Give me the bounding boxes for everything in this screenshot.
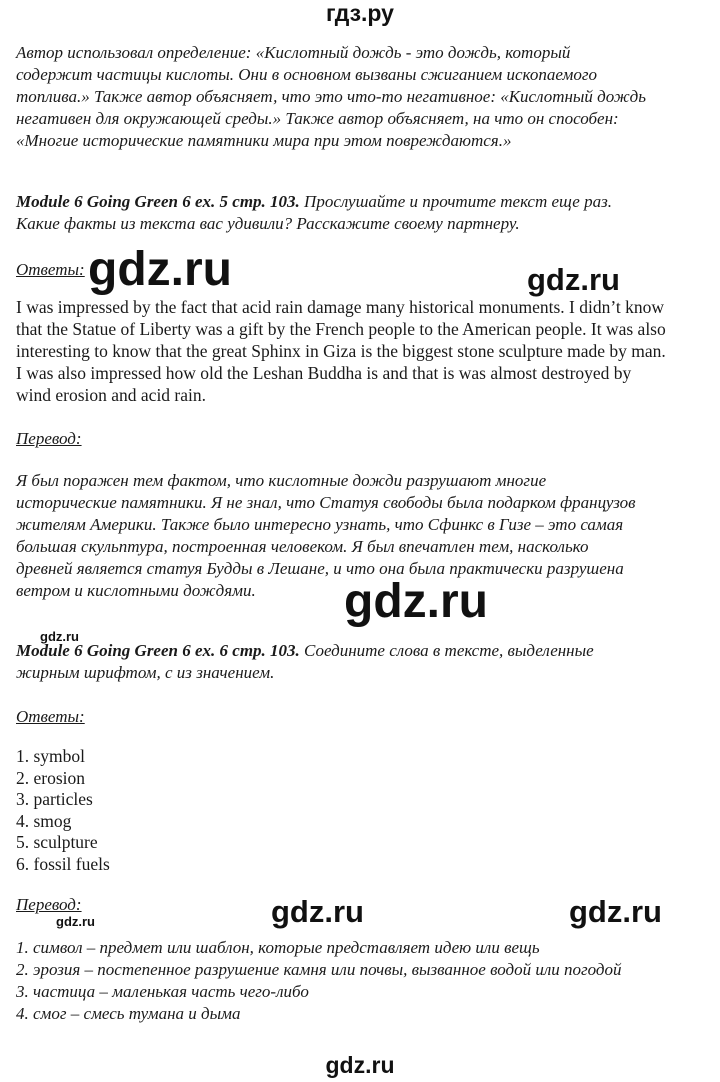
translation-line: большая скульптура, построенная человеком. Я был впечатлен тем, насколько (16, 537, 589, 556)
translation-line: ветром и кислотными дождями. (16, 581, 256, 600)
task6-heading-block (16, 640, 716, 684)
task5-answers-label: Ответы: (16, 260, 85, 279)
list-item: 2. эрозия – постепенное разрушение камня или почвы, вызванное водой или погодой (16, 960, 622, 979)
task6-instruction-2: жирным шрифтом, с из значением. (16, 663, 275, 682)
task6-instruction-1: Соедините слова в тексте, выделенные (299, 641, 594, 660)
answer-line: I was impressed by the fact that acid rain damage many historical monuments. I didn’t know (16, 297, 664, 317)
watermark: gdz.ru (88, 243, 232, 296)
watermark: gdz.ru (527, 262, 620, 297)
task5-instruction-1: Прослушайте и прочтите текст еще раз. (299, 192, 612, 211)
translation-line: жителям Америки. Также было интересно узнать, что Сфинкс в Гизе – это самая (16, 515, 624, 534)
intro-line: топлива.» Также автор объясняет, что это что-то негативное: «Кислотный дождь (16, 87, 646, 106)
translation-line: исторические памятники. Я не знал, что Статуя свободы была подарком французов (16, 493, 636, 512)
watermark: gdz.ru (569, 894, 662, 929)
list-item: 1. символ – предмет или шаблон, которые представляет идею или вещь (16, 938, 540, 957)
translation-line: Я был поражен тем фактом, что кислотные дожди разрушают многие (16, 471, 547, 490)
task5-heading: Module 6 Going Green 6 ex. 5 стр. 103. (16, 192, 300, 211)
task6-translation-label: Перевод: (16, 895, 82, 914)
task5-translation-label: Перевод: (16, 429, 82, 448)
intro-line: «Многие исторические памятники мира при этом повреждаются.» (16, 131, 512, 150)
watermark: gdz.ru (271, 894, 364, 929)
list-item: 3. частица – маленькая часть чего-либо (16, 982, 309, 1001)
list-item: 6. fossil fuels (16, 853, 110, 874)
task6-answers-label: Ответы: (16, 707, 85, 726)
list-item: 1. symbol (16, 746, 86, 766)
site-header: гдз.ру (326, 0, 394, 26)
task5-instruction-2: Какие факты из текста вас удивили? Расскажите своему партнеру. (16, 214, 520, 233)
answer-line: that the Statue of Liberty was a gift by the French people to the American people. It was also (16, 319, 666, 339)
list-item: 4. смог – смесь тумана и дыма (16, 1004, 241, 1023)
list-item: 3. particles (16, 789, 93, 809)
list-item: 5. sculpture (16, 832, 98, 852)
watermark: gdz.ru (344, 575, 488, 628)
task6-answer-list (16, 746, 716, 875)
task6-heading: Module 6 Going Green 6 ex. 6 стр. 103. (16, 641, 300, 660)
list-item: 2. erosion (16, 767, 86, 788)
intro-paragraph (16, 42, 716, 152)
answer-line: interesting to know that the great Sphinx in Giza is the biggest stone sculpture made by man. (16, 341, 666, 361)
answer-line: I was also impressed how old the Leshan Buddha is and that is was almost destroyed by (16, 363, 632, 383)
task5-answer-text (16, 296, 716, 406)
translation-line: древней является статуя Будды в Лешане, и что она была практически разрушена (16, 559, 624, 578)
task6-translation-list (16, 937, 716, 1025)
intro-line: Автор использовал определение: «Кислотный дождь - это дождь, который (16, 43, 571, 62)
intro-line: содержит частицы кислоты. Они в основном вызваны сжиганием ископаемого (16, 65, 597, 84)
site-footer: gdz.ru (325, 1052, 395, 1078)
task5-heading-block (16, 191, 716, 235)
answer-line: wind erosion and acid rain. (16, 385, 207, 405)
watermark: gdz.ru (40, 629, 79, 644)
watermark: gdz.ru (56, 914, 95, 929)
intro-line: негативен для окружающей среды.» Также автор объясняет, на что он способен: (16, 109, 619, 128)
list-item: 4. smog (16, 810, 72, 831)
